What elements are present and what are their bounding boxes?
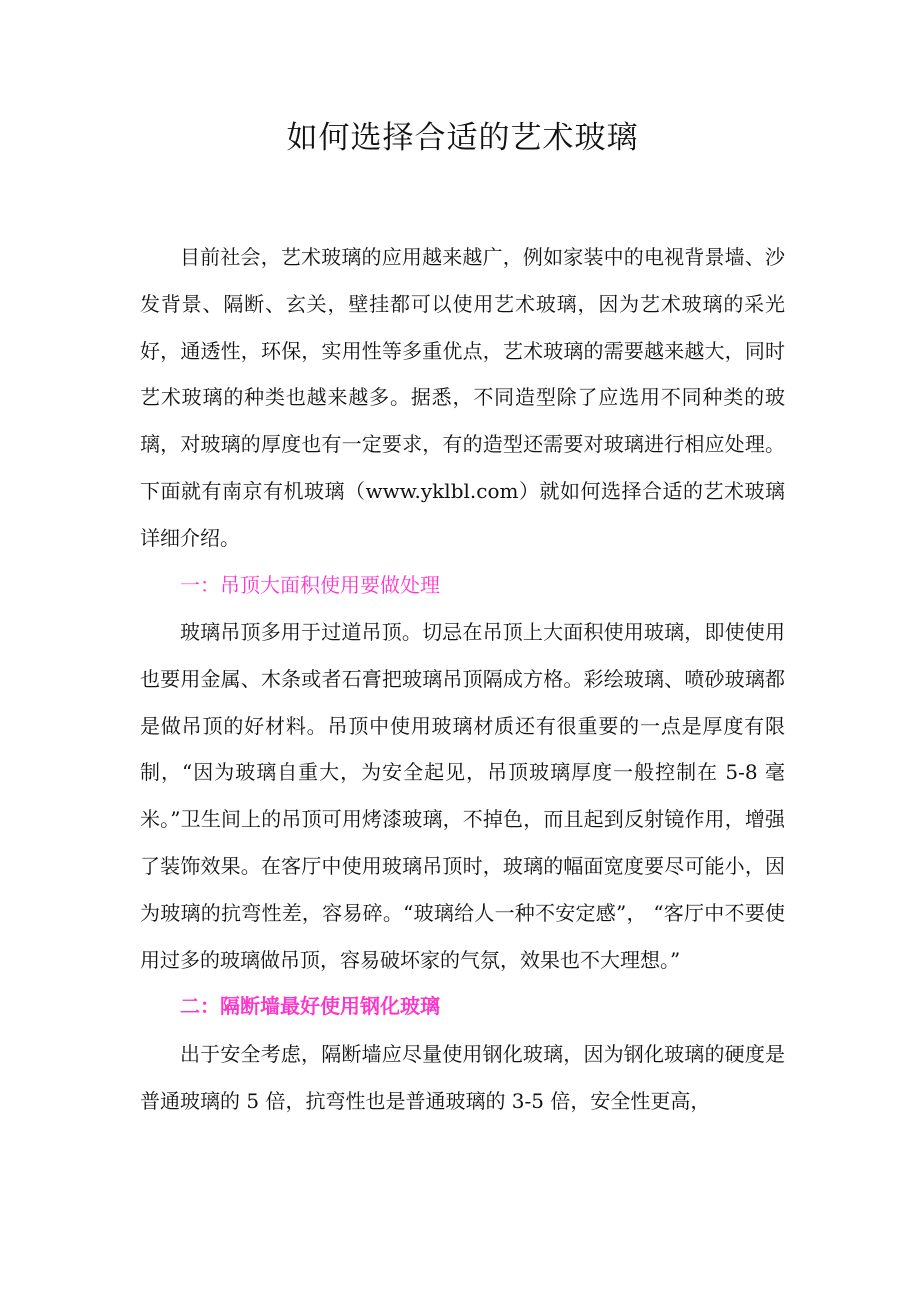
intro-paragraph: 目前社会，艺术玻璃的应用越来越广，例如家装中的电视背景墙、沙发背景、隔断、玄关，壁挂都可以使用艺术玻璃，因为艺术玻璃的采光好，通透性，环保，实用性等多重优点，艺术玻璃的需要越来越大，同时艺术玻璃的种类也越来越多。据悉，不同造型除了应选用不同种类的玻璃，对玻璃的厚度也有一定要求，有的造型还需要对玻璃进行相应处理。下面就有南京有机玻璃（www.yklbl.com）就如何选择合适的艺术玻璃详细介绍。: [140, 245, 785, 550]
section-body-ceiling: 玻璃吊顶多用于过道吊顶。切忌在吊顶上大面积使用玻璃，即使使用也要用金属、木条或者石膏把玻璃吊顶隔成方格。彩绘玻璃、喷砂玻璃都是做吊顶的好材料。吊顶中使用玻璃材质还有很重要的一点是厚度有限制，“因为玻璃自重大，为安全起见，吊顶玻璃厚度一般控制在 5-8 毫米。”卫生间上的吊顶可用烤漆玻璃，不掉色，而且起到反射镜作用，增强了装饰效果。在客厅中使用玻璃吊顶时，玻璃的幅面宽度要尽可能小，因为玻璃的抗弯性差，容易碎。“玻璃给人一种不安定感”， “客厅中不要使用过多的玻璃做吊顶，容易破坏家的气氛，效果也不大理想。”: [140, 620, 785, 972]
document-title: 如何选择合适的艺术玻璃: [286, 120, 639, 156]
section-heading-ceiling: 一：吊顶大面积使用要做处理: [180, 572, 440, 597]
document-body: [140, 234, 785, 1125]
section-body-partition: 出于安全考虑，隔断墙应尽量使用钢化玻璃，因为钢化玻璃的硬度是普通玻璃的 5 倍，抗弯性也是普通玻璃的 3-5 倍，安全性更高，: [140, 1041, 785, 1113]
section-heading-partition: 二：隔断墙最好使用钢化玻璃: [180, 994, 440, 1019]
